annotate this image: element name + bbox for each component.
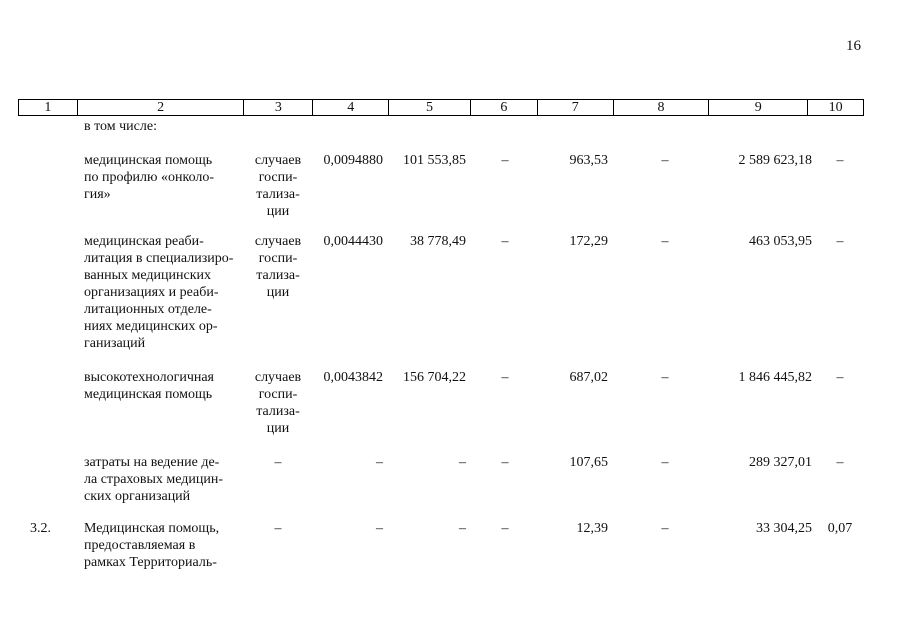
header-cell-6: 6 — [471, 100, 538, 115]
row-name-line: Медицинская помощь, — [84, 521, 220, 536]
row-unit-line: – — [274, 455, 282, 470]
row-cell-10: 0,07 — [827, 521, 853, 536]
row-name-line: ванных медицинских — [84, 268, 212, 283]
row-unit-line: – — [274, 521, 282, 536]
row-cell-7: 12,39 — [576, 521, 608, 536]
row-unit-line: госпи- — [258, 251, 298, 266]
row-name-line: ниях медицинских ор- — [84, 319, 218, 334]
header-cell-8: 8 — [614, 100, 710, 115]
header-cell-2: 2 — [78, 100, 245, 115]
row-unit-line: тализа- — [256, 187, 300, 202]
header-cell-7: 7 — [538, 100, 614, 115]
row-name-line: медицинская реаби- — [84, 234, 204, 249]
row-cell-4: – — [376, 521, 383, 536]
row-cell-8: – — [661, 234, 669, 249]
row-cell-5: 156 704,22 — [403, 370, 466, 385]
row-cell-8: – — [661, 521, 669, 536]
row-cell-4: – — [376, 455, 383, 470]
row-name-line: ских организаций — [84, 489, 191, 504]
row-cell-8: – — [661, 370, 669, 385]
header-cell-9: 9 — [709, 100, 808, 115]
row-cell-5: 101 553,85 — [403, 153, 466, 168]
row-name-line: литационных отделе- — [84, 302, 212, 317]
row-cell-4: 0,0043842 — [323, 370, 383, 385]
row-unit-line: ции — [266, 285, 290, 300]
row-unit-line: ции — [266, 421, 290, 436]
row-unit-line: тализа- — [256, 268, 300, 283]
table-header-row — [18, 99, 864, 116]
header-cell-5: 5 — [389, 100, 471, 115]
row-name-line: предоставляемая в — [84, 538, 196, 553]
row-number: 3.2. — [30, 521, 51, 536]
row-cell-4: 0,0044430 — [323, 234, 383, 249]
row-cell-9: 1 846 445,82 — [738, 370, 812, 385]
row-cell-6: – — [501, 521, 509, 536]
row-name-line: по профилю «онколо- — [84, 170, 215, 185]
row-cell-5: – — [459, 521, 466, 536]
row-cell-7: 172,29 — [569, 234, 608, 249]
row-cell-7: 963,53 — [569, 153, 608, 168]
row-unit-line: случаев — [254, 234, 302, 249]
row-name-line: гия» — [84, 187, 111, 202]
row-cell-9: 289 327,01 — [749, 455, 812, 470]
header-cell-3: 3 — [244, 100, 313, 115]
page-number: 16 — [846, 38, 861, 54]
row-cell-6: – — [501, 370, 509, 385]
header-cell-4: 4 — [313, 100, 389, 115]
row-cell-6: – — [501, 153, 509, 168]
row-cell-9: 2 589 623,18 — [738, 153, 812, 168]
row-unit-line: госпи- — [258, 387, 298, 402]
row-cell-9: 33 304,25 — [756, 521, 812, 536]
row-name-line: медицинская помощь — [84, 153, 213, 168]
row-name-line: литация в специализиро- — [84, 251, 234, 266]
row-cell-8: – — [661, 153, 669, 168]
row-cell-6: – — [501, 234, 509, 249]
row-name-line: рамках Территориаль- — [84, 555, 217, 570]
row-unit-line: случаев — [254, 153, 302, 168]
row-name-line: высокотехнологичная — [84, 370, 214, 385]
header-cell-1: 1 — [19, 100, 78, 115]
row-name-line: медицинская помощь — [84, 387, 213, 402]
row-cell-10: – — [836, 153, 844, 168]
row-name-line: ганизаций — [84, 336, 146, 351]
row-cell-4: 0,0094880 — [323, 153, 383, 168]
row-cell-10: – — [836, 455, 844, 470]
row-cell-6: – — [501, 455, 509, 470]
row-unit-line: случаев — [254, 370, 302, 385]
row-unit-line: ции — [266, 204, 290, 219]
row-cell-7: 687,02 — [569, 370, 608, 385]
row-name-line: организациях и реаби- — [84, 285, 219, 300]
row-name-line: ла страховых медицин- — [84, 472, 224, 487]
row-cell-7: 107,65 — [569, 455, 608, 470]
row-cell-5: 38 778,49 — [410, 234, 466, 249]
row-unit-line: госпи- — [258, 170, 298, 185]
row-cell-9: 463 053,95 — [749, 234, 812, 249]
row-cell-10: – — [836, 234, 844, 249]
row-name-line: затраты на ведение де- — [84, 455, 220, 470]
intro-text: в том числе: — [84, 119, 157, 134]
row-unit-line: тализа- — [256, 404, 300, 419]
row-cell-8: – — [661, 455, 669, 470]
header-cell-10: 10 — [828, 100, 843, 115]
row-cell-10: – — [836, 370, 844, 385]
row-cell-5: – — [459, 455, 466, 470]
